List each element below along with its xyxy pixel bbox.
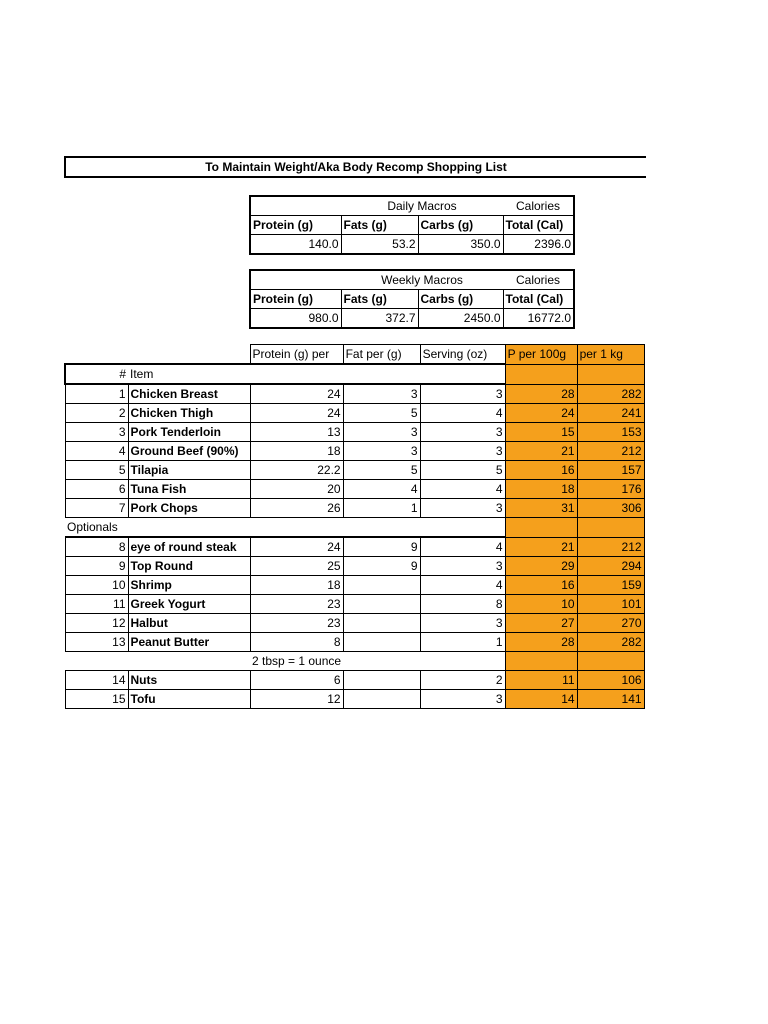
daily-macros-header: Daily Macros [387,199,457,213]
item-name[interactable]: Shrimp [128,576,250,595]
item-per1kg[interactable]: 176 [577,480,644,499]
item-name[interactable]: Tuna Fish [128,480,250,499]
col-serving-header: Serving (oz) [420,345,505,365]
item-number[interactable]: 7 [65,499,128,518]
item-protein[interactable]: 8 [250,633,343,652]
item-per1kg[interactable]: 282 [577,384,644,404]
col-per1kg-header: per 1 kg [577,345,644,365]
item-name[interactable]: Chicken Thigh [128,404,250,423]
item-serving[interactable]: 3 [420,442,505,461]
item-protein[interactable]: 23 [250,614,343,633]
item-number[interactable]: 1 [65,384,128,404]
item-fat[interactable]: 3 [343,442,420,461]
item-protein[interactable]: 23 [250,595,343,614]
item-name[interactable]: Halbut [128,614,250,633]
item-number[interactable]: 3 [65,423,128,442]
item-name[interactable]: Tilapia [128,461,250,480]
item-number[interactable]: 4 [65,442,128,461]
item-number[interactable]: 2 [65,404,128,423]
item-per1kg[interactable]: 212 [577,537,644,557]
item-p100[interactable]: 21 [505,537,577,557]
item-p100[interactable]: 28 [505,633,577,652]
item-number[interactable]: 12 [65,614,128,633]
item-protein[interactable]: 24 [250,384,343,404]
item-per1kg[interactable]: 241 [577,404,644,423]
item-fat[interactable]: 9 [343,557,420,576]
item-name[interactable]: Peanut Butter [128,633,250,652]
col-num-header: # [65,364,128,384]
item-fat[interactable]: 3 [343,423,420,442]
sheet-title: To Maintain Weight/Aka Body Recomp Shopping List [64,156,646,178]
item-per1kg[interactable]: 141 [577,690,644,709]
daily-carbs-value[interactable]: 350.0 [418,235,503,255]
item-number[interactable]: 14 [65,671,128,690]
item-name[interactable]: eye of round steak [128,537,250,557]
item-per1kg[interactable]: 106 [577,671,644,690]
weekly-fats-value[interactable]: 372.7 [341,309,418,329]
col-fat-header: Fat per (g) [343,345,420,365]
item-p100[interactable]: 10 [505,595,577,614]
item-number[interactable]: 15 [65,690,128,709]
table-row[interactable] [65,690,644,709]
item-fat[interactable] [343,595,420,614]
item-protein[interactable]: 24 [250,404,343,423]
item-p100[interactable]: 11 [505,671,577,690]
shopping-list-table [64,344,645,709]
weekly-calories-header: Calories [515,273,560,287]
item-name[interactable]: Chicken Breast [128,384,250,404]
item-protein[interactable]: 13 [250,423,343,442]
item-number[interactable]: 13 [65,633,128,652]
item-name[interactable]: Greek Yogurt [128,595,250,614]
item-name[interactable]: Pork Chops [128,499,250,518]
item-name[interactable]: Top Round [128,557,250,576]
table-row[interactable] [65,633,644,652]
item-name[interactable]: Nuts [128,671,250,690]
item-number[interactable]: 5 [65,461,128,480]
item-protein[interactable]: 24 [250,537,343,557]
item-name[interactable]: Tofu [128,690,250,709]
weekly-carbs-value[interactable]: 2450.0 [418,309,503,329]
table-row[interactable] [65,480,644,499]
item-p100[interactable]: 29 [505,557,577,576]
optionals-label: Optionals [65,518,128,538]
weekly-protein-label: Protein (g) [250,290,341,309]
item-protein[interactable]: 18 [250,442,343,461]
item-serving[interactable]: 4 [420,537,505,557]
daily-total-value[interactable]: 2396.0 [503,235,574,255]
table-row[interactable] [65,499,644,518]
item-fat[interactable]: 5 [343,404,420,423]
table-row[interactable] [65,537,644,557]
item-serving[interactable]: 5 [420,461,505,480]
weekly-protein-value[interactable]: 980.0 [250,309,341,329]
item-number[interactable]: 10 [65,576,128,595]
item-fat[interactable]: 9 [343,537,420,557]
item-serving[interactable]: 3 [420,557,505,576]
item-p100[interactable]: 14 [505,690,577,709]
item-p100[interactable]: 31 [505,499,577,518]
item-serving[interactable]: 4 [420,404,505,423]
item-per1kg[interactable]: 212 [577,442,644,461]
weekly-macros-table [249,269,575,329]
item-p100[interactable]: 16 [505,576,577,595]
table-row[interactable] [65,614,644,633]
daily-calories-header: Calories [515,199,560,213]
item-p100[interactable]: 24 [505,404,577,423]
item-serving[interactable]: 2 [420,671,505,690]
daily-macros-table [249,195,575,255]
item-fat[interactable] [343,671,420,690]
item-fat[interactable] [343,614,420,633]
item-name[interactable]: Pork Tenderloin [128,423,250,442]
item-serving[interactable]: 3 [420,384,505,404]
item-p100[interactable]: 18 [505,480,577,499]
item-p100[interactable]: 28 [505,384,577,404]
item-number[interactable]: 9 [65,557,128,576]
item-per1kg[interactable]: 101 [577,595,644,614]
table-row[interactable] [65,557,644,576]
item-per1kg[interactable]: 153 [577,423,644,442]
item-p100[interactable]: 27 [505,614,577,633]
table-row[interactable] [65,595,644,614]
col-protein-header: Protein (g) per [250,345,343,365]
item-number[interactable]: 6 [65,480,128,499]
item-serving[interactable]: 3 [420,499,505,518]
weekly-macros-header: Weekly Macros [381,273,463,287]
item-fat[interactable]: 1 [343,499,420,518]
weekly-carbs-label: Carbs (g) [418,290,503,309]
item-fat[interactable]: 5 [343,461,420,480]
weekly-fats-label: Fats (g) [341,290,418,309]
item-per1kg[interactable]: 159 [577,576,644,595]
table-row[interactable] [65,442,644,461]
table-row[interactable] [65,671,644,690]
tbsp-note: 2 tbsp = 1 ounce [252,654,342,668]
item-serving[interactable]: 3 [420,423,505,442]
item-serving[interactable]: 3 [420,614,505,633]
item-per1kg[interactable]: 157 [577,461,644,480]
daily-protein-value[interactable]: 140.0 [250,235,341,255]
item-protein[interactable]: 26 [250,499,343,518]
daily-fats-label: Fats (g) [341,216,418,235]
col-item-header: Item [128,364,250,384]
weekly-total-value[interactable]: 16772.0 [503,309,574,329]
daily-total-label: Total (Cal) [503,216,574,235]
item-serving[interactable]: 4 [420,576,505,595]
item-fat[interactable] [343,690,420,709]
item-p100[interactable]: 21 [505,442,577,461]
item-protein[interactable]: 25 [250,557,343,576]
weekly-total-label: Total (Cal) [503,290,574,309]
item-protein[interactable]: 22.2 [250,461,343,480]
item-fat[interactable] [343,633,420,652]
item-serving[interactable]: 8 [420,595,505,614]
daily-carbs-label: Carbs (g) [418,216,503,235]
item-serving[interactable]: 1 [420,633,505,652]
item-number[interactable]: 11 [65,595,128,614]
item-per1kg[interactable]: 294 [577,557,644,576]
item-name[interactable]: Ground Beef (90%) [128,442,250,461]
table-row[interactable] [65,461,644,480]
item-per1kg[interactable]: 282 [577,633,644,652]
item-p100[interactable]: 15 [505,423,577,442]
daily-fats-value[interactable]: 53.2 [341,235,418,255]
item-protein[interactable]: 20 [250,480,343,499]
item-fat[interactable]: 4 [343,480,420,499]
item-protein[interactable]: 6 [250,671,343,690]
item-protein[interactable]: 12 [250,690,343,709]
item-number[interactable]: 8 [65,537,128,557]
table-row[interactable] [65,404,644,423]
item-fat[interactable] [343,576,420,595]
table-row[interactable] [65,576,644,595]
table-row[interactable] [65,384,644,404]
item-fat[interactable]: 3 [343,384,420,404]
col-p100-header: P per 100g [505,345,577,365]
item-protein[interactable]: 18 [250,576,343,595]
item-serving[interactable]: 4 [420,480,505,499]
item-per1kg[interactable]: 306 [577,499,644,518]
item-serving[interactable]: 3 [420,690,505,709]
item-p100[interactable]: 16 [505,461,577,480]
table-row[interactable] [65,423,644,442]
daily-protein-label: Protein (g) [250,216,341,235]
item-per1kg[interactable]: 270 [577,614,644,633]
